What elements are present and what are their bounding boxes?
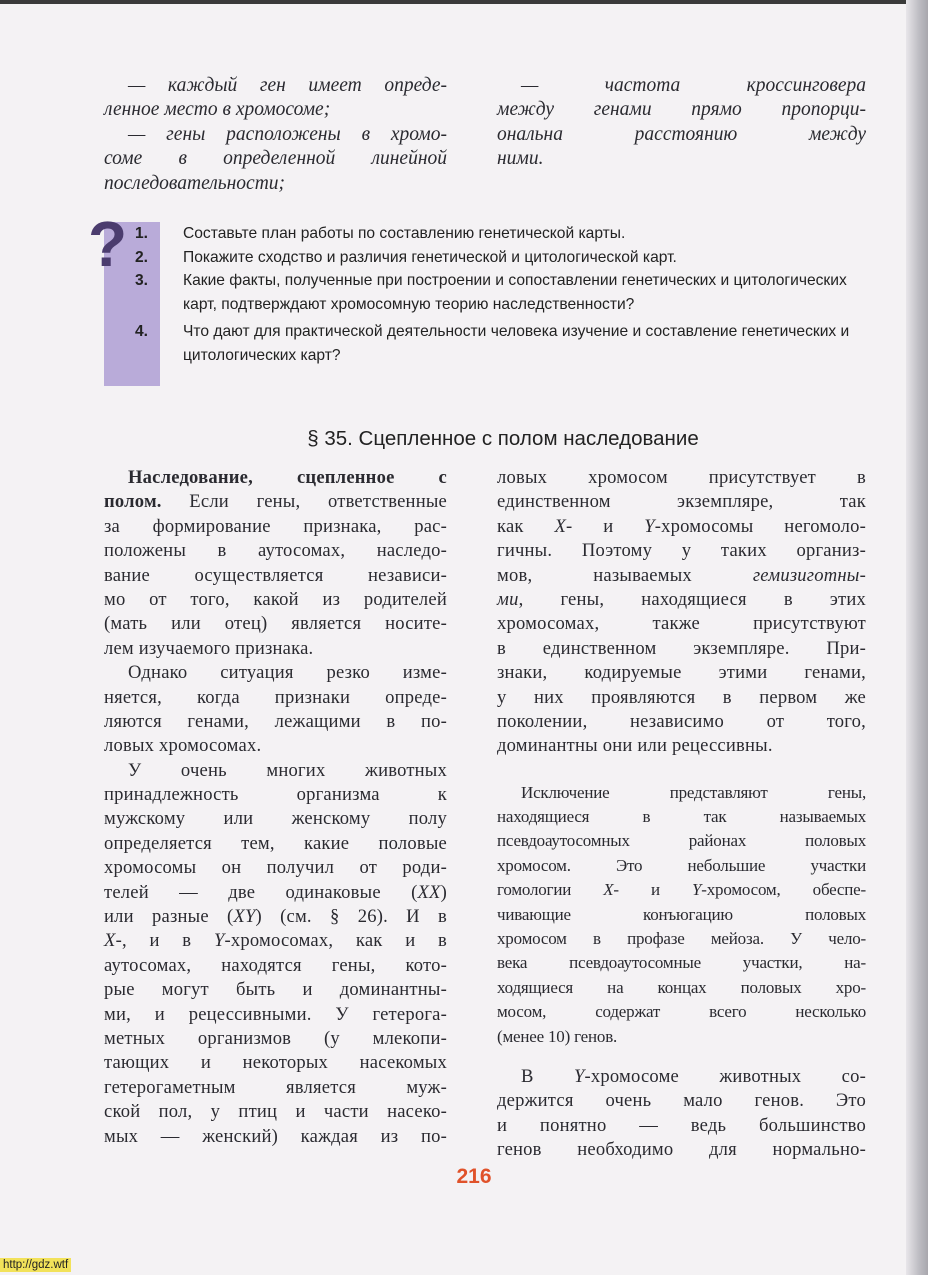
question-number: 4. [135, 323, 149, 340]
body-right-column [497, 466, 866, 1163]
text-line: — частота кроссинговера [521, 75, 866, 96]
paragraph [497, 466, 866, 759]
text-segment: - и [566, 515, 645, 537]
text-line: ленное место в хромосоме; [104, 99, 331, 121]
question-mark-icon: ? [88, 208, 128, 280]
text-segment: -хромосом, обеспе- [701, 880, 866, 900]
question-item [135, 269, 867, 316]
italic-term: X [554, 515, 567, 537]
text-line: знаки, кодируемые этими генами, [497, 662, 866, 684]
text-line: принадлежность организма к [104, 784, 447, 806]
text-line: поколении, независимо от того, [497, 710, 866, 732]
text-line: доминантны они или рецессивны. [497, 735, 773, 757]
italic-term: XY [233, 906, 256, 928]
question-text: Что дают для практической деятельности человека изучение и составление генетических и цитологических карт? [183, 323, 850, 364]
question-item [135, 246, 867, 270]
text-line: мужскому или женскому полу [104, 808, 447, 830]
page-spine-shadow [906, 0, 928, 1275]
text-line: ональна расстоянию между [497, 123, 866, 145]
text-line: У очень многих животных [128, 759, 447, 781]
question-text: Составьте план работы по составлению генетической карты. [183, 225, 626, 242]
text-segment: телей — две одинаковые ( [104, 881, 418, 903]
text-segment: ) (см. § 26). И в [255, 906, 447, 928]
text-segment: -хромосомах, как и в [224, 930, 447, 952]
italic-term: гемизиготны- [752, 564, 866, 586]
text-segment: или разные ( [104, 906, 234, 928]
text-line: мосом, содержат всего несколько [497, 1002, 866, 1022]
paragraph [104, 466, 447, 661]
paragraph [104, 759, 447, 1149]
text-line: гичны. Поэтому у таких организ- [497, 540, 866, 562]
text-line: ними. [497, 148, 544, 170]
text-line: находящиеся в так называемых [497, 807, 866, 827]
text-line: определяется тем, какие половые [104, 832, 447, 854]
intro-left-column [104, 74, 447, 196]
text-line: между генами прямо пропорци- [497, 99, 866, 121]
text-segment: -хромосомы негомоло- [654, 515, 866, 537]
text-line: Однако ситуация резко изме- [128, 662, 447, 684]
text-line: чивающие конъюгацию половых [497, 904, 866, 924]
question-item [135, 320, 867, 367]
text-line [497, 564, 866, 588]
italic-term: ми [497, 588, 519, 610]
review-questions [135, 222, 867, 367]
text-line: держится очень мало генов. Это [497, 1090, 866, 1112]
text-line [497, 588, 866, 612]
question-number: 1. [135, 225, 149, 242]
text-segment: -хромосоме животных со- [584, 1065, 867, 1087]
text-segment: ) [440, 881, 447, 903]
text-line: тающих и некоторых насекомых [104, 1052, 447, 1074]
page-number: 216 [456, 1165, 492, 1188]
text-line [497, 878, 866, 902]
question-number: 3. [135, 272, 149, 289]
text-line: ляются генами, лежащими в по- [104, 710, 447, 732]
text-line: мо от того, какой из родителей [104, 588, 447, 610]
text-line: за формирование признака, рас- [104, 515, 447, 537]
text-segment: - и [613, 880, 693, 900]
text-line: у них проявляются в первом же [497, 686, 866, 708]
text-line: лем изучаемого признака. [104, 637, 314, 659]
text-line: — каждый ген имеет опреде- [128, 75, 447, 96]
text-segment: мов, называемых [497, 564, 753, 586]
text-line: века псевдоаутосомные участки, на- [497, 953, 866, 973]
text-line: хромосом. Это небольшие участки [497, 855, 866, 875]
question-text: Покажите сходство и различия генетической и цитологической карт. [183, 248, 677, 266]
text-line: хромосомы он получил от роди- [104, 857, 447, 879]
section-title: § 35. Сцепленное с полом наследование [307, 427, 699, 450]
text-line [104, 490, 447, 514]
text-line: единственном экземпляре, так [497, 491, 866, 513]
text-line: псевдоаутосомных районах половых [497, 831, 866, 851]
text-line: рые могут быть и доминантны- [104, 979, 447, 1001]
italic-term: Y [692, 880, 702, 900]
text-segment: В [521, 1065, 574, 1087]
text-segment: -, и в [115, 930, 214, 952]
italic-term: Y [573, 1065, 585, 1087]
text-segment: гомологии [497, 880, 604, 900]
paragraph [497, 74, 866, 172]
italic-term: Y [644, 515, 655, 537]
watermark-link[interactable]: http://gdz.wtf [0, 1258, 71, 1272]
body-left-column [104, 466, 447, 1149]
text-line: последовательности; [104, 172, 286, 194]
text-line: вание осуществляется независи- [104, 564, 447, 586]
text-line: няется, когда признаки опреде- [104, 686, 447, 708]
paragraph [104, 661, 447, 759]
text-line: — гены расположены в хромо- [128, 123, 447, 145]
text-line [104, 929, 447, 953]
text-line: ми, и рецессивными. У гетерога- [104, 1003, 447, 1025]
text-line [497, 1065, 866, 1089]
italic-term: XX [417, 881, 441, 903]
bold-term: Наследование, сцепленное с [128, 467, 447, 488]
text-line: (мать или отец) является носите- [104, 613, 447, 635]
text-line: ской пол, у птиц и части насеко- [104, 1101, 447, 1123]
text-line: хромосомах, также присутствуют [497, 613, 866, 635]
text-line [497, 515, 866, 539]
text-line: в единственном экземпляре. При- [497, 637, 866, 659]
italic-term: X [603, 880, 614, 900]
question-item [135, 222, 867, 246]
text-line: Исключение представляют гены, [521, 782, 866, 802]
text-line [104, 466, 447, 490]
text-line: хромосом в профазе мейоза. У чело- [497, 929, 866, 949]
intro-right-column [497, 74, 866, 172]
text-line: соме в определенной линейной [104, 148, 447, 170]
text-line [104, 881, 447, 905]
question-number: 2. [135, 248, 149, 266]
italic-term: Y [213, 930, 225, 952]
text-line: аутосомах, находятся гены, кото- [104, 954, 447, 976]
text-line: (менее 10) генов. [497, 1026, 618, 1046]
paragraph [497, 1065, 866, 1163]
text-line [104, 905, 447, 929]
text-line: ловых хромосомах. [104, 735, 262, 757]
text-line: мых — женский) каждая из по- [104, 1125, 447, 1147]
text-line: гетерогаметным является муж- [104, 1076, 447, 1098]
paragraph [104, 74, 447, 123]
text-line: генов необходимо для нормально- [497, 1139, 866, 1161]
text-line: ловых хромосом присутствует в [497, 467, 866, 488]
paragraph [497, 781, 866, 1049]
text-line: метных организмов (у млекопи- [104, 1027, 447, 1049]
text-line: положены в аутосомах, наследо- [104, 540, 447, 562]
text-segment: Если гены, ответственные [161, 491, 447, 513]
bold-term: полом. [104, 491, 162, 513]
question-text: Какие факты, полученные при построении и сопоставлении генетических и цитологических карт, подтверждают хромосомную теорию наследственности? [183, 272, 847, 313]
text-line: ходящиеся на концах половых хро- [497, 977, 866, 997]
scan-top-edge [0, 0, 928, 4]
italic-term: X [104, 930, 116, 952]
paragraph [104, 123, 447, 196]
text-segment: как [497, 515, 555, 537]
text-segment: , гены, находящиеся в этих [518, 588, 866, 610]
text-line: и понятно — ведь большинство [497, 1114, 866, 1136]
